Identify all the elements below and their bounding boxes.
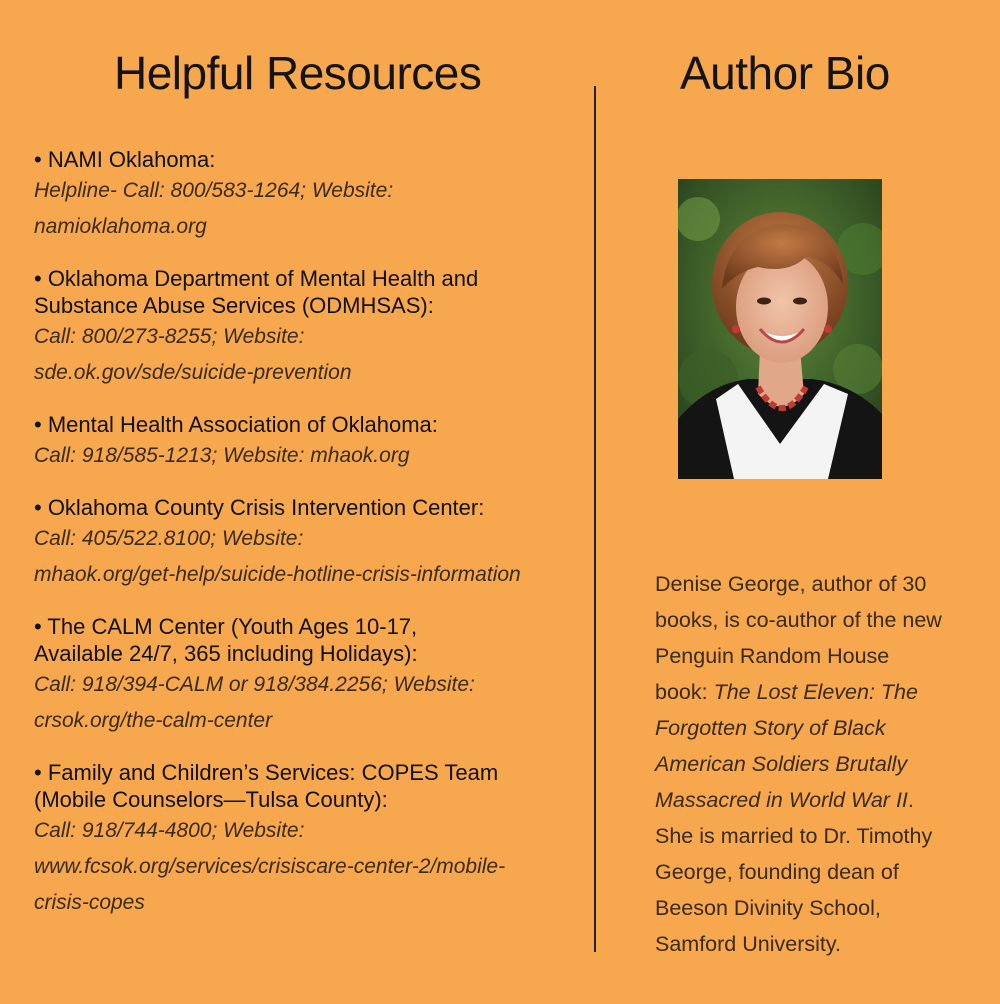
resource-detail-line: mhaok.org/get-help/suicide-hotline-crisis-information bbox=[34, 563, 521, 586]
resource-detail-line: www.fcsok.org/services/crisiscare-center-2/mobile- bbox=[34, 855, 506, 878]
resource-detail-line: Helpline- Call: 800/583-1264; Website: bbox=[34, 179, 394, 202]
bio-book-title: The Lost Eleven: The Forgotten Story of Black American Soldiers Brutally Massacred in World War II bbox=[655, 680, 918, 812]
resource-detail-line: Call: 405/522.8100; Website: bbox=[34, 527, 304, 550]
resource-item-mha bbox=[34, 411, 564, 474]
bio-intro: Denise George, author of 30 books, is co-author of the new Penguin Random House book: bbox=[655, 572, 942, 704]
resource-item-odmhsas bbox=[34, 265, 564, 391]
resource-item-nami bbox=[34, 146, 564, 245]
resource-detail-line: crisis-copes bbox=[34, 891, 145, 914]
resource-detail-line: namioklahoma.org bbox=[34, 215, 207, 238]
resource-name-line: • The CALM Center (Youth Ages 10-17, bbox=[34, 614, 418, 639]
resource-detail-line: Call: 918/585-1213; Website: mhaok.org bbox=[34, 444, 410, 467]
resource-detail-line: sde.ok.gov/sde/suicide-prevention bbox=[34, 361, 352, 384]
resources-list bbox=[34, 146, 564, 941]
resource-name: • Oklahoma County Crisis Intervention Center: bbox=[34, 495, 485, 520]
author-bio-text bbox=[655, 566, 945, 962]
resource-name-line: Substance Abuse Services (ODMHSAS): bbox=[34, 293, 434, 318]
author-bio-heading: Author Bio bbox=[680, 47, 890, 99]
resource-name-line: Available 24/7, 365 including Holidays): bbox=[34, 641, 418, 666]
resources-heading: Helpful Resources bbox=[114, 47, 482, 99]
bio-outro: . She is married to Dr. Timothy George, founding dean of Beeson Divinity School, Samford University. bbox=[655, 788, 933, 956]
resource-item-copes bbox=[34, 759, 564, 921]
column-divider bbox=[594, 86, 596, 952]
resource-name-line: (Mobile Counselors—Tulsa County): bbox=[34, 787, 388, 812]
resource-item-crisis-center bbox=[34, 494, 564, 593]
resource-detail-line: Call: 918/394-CALM or 918/384.2256; Website: bbox=[34, 673, 475, 696]
resource-detail-line: crsok.org/the-calm-center bbox=[34, 709, 273, 732]
resource-name: • NAMI Oklahoma: bbox=[34, 147, 216, 172]
resource-item-calm-center bbox=[34, 613, 564, 739]
author-photo bbox=[678, 179, 882, 479]
resource-name-line: • Family and Children’s Services: COPES Team bbox=[34, 760, 499, 785]
resource-name-line: • Oklahoma Department of Mental Health and bbox=[34, 266, 479, 291]
resource-name: • Mental Health Association of Oklahoma: bbox=[34, 412, 438, 437]
resource-detail-line: Call: 918/744-4800; Website: bbox=[34, 819, 305, 842]
resource-detail-line: Call: 800/273-8255; Website: bbox=[34, 325, 305, 348]
author-portrait-icon bbox=[678, 179, 882, 479]
